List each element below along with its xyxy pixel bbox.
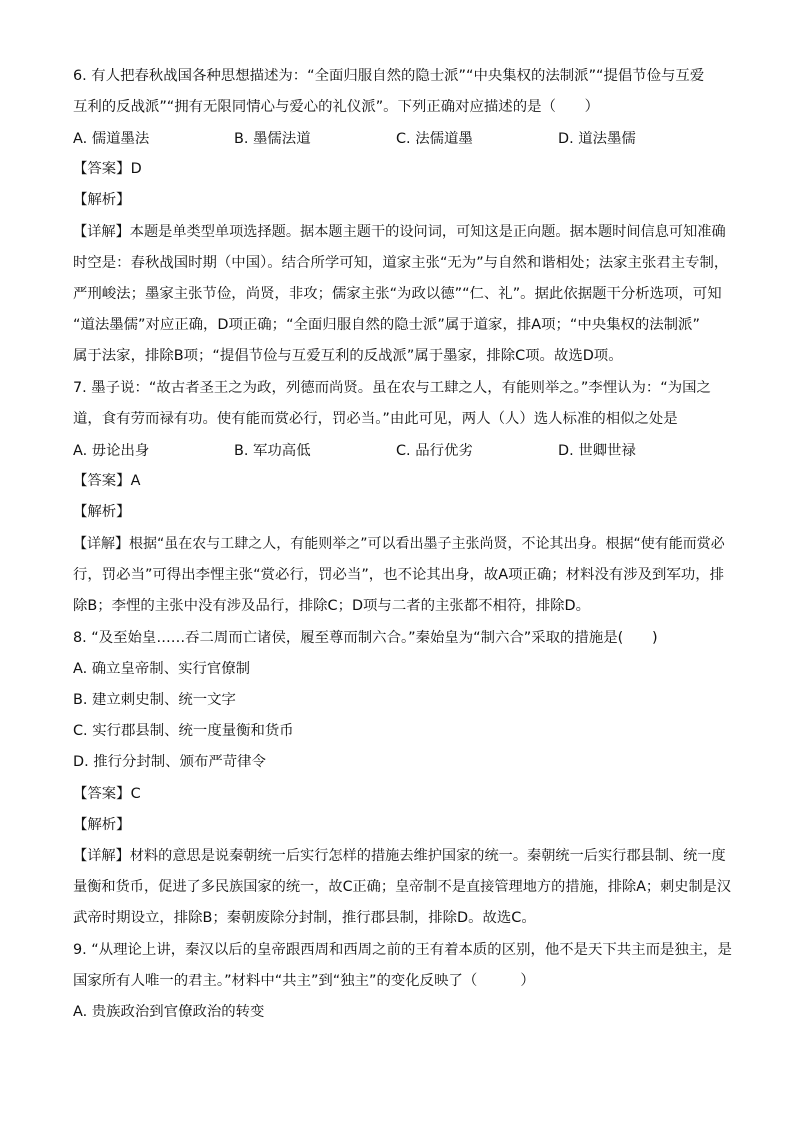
q8-stem-line-1: 8. “及至始皇……吞二周而亡诸侯，履至尊而制六合。”秦始皇为“制六合”采取的措施是( )	[73, 630, 658, 646]
q6-detail-line-4: “道法墨儒”对应正确，D项正确；“全面归服自然的隐士派”属于道家，排A项；“中央集权的法制派”	[73, 317, 700, 333]
q6-stem-line-1: 6. 有人把春秋战国各种思想描述为：“全面归服自然的隐士派”“中央集权的法制派”“提倡节俭与互爱	[73, 68, 705, 84]
q8-detail-line-3: 武帝时期设立，排除B；秦朝废除分封制，推行郡县制，排除D。故选C。	[73, 910, 536, 926]
q7-option-d: D. 世卿世禄	[558, 443, 636, 459]
q8-option-a: A. 确立皇帝制、实行官僚制	[73, 661, 251, 677]
q8-option-c: C. 实行郡县制、统一度量衡和货币	[73, 723, 294, 739]
q7-option-b: B. 军功高低	[234, 443, 311, 459]
q6-answer: 【答案】D	[73, 161, 142, 177]
q7-stem-line-1: 7. 墨子说：“故古者圣王之为政，列德而尚贤。虽在农与工肆之人，有能则举之。”李悝认为：“为国之	[73, 380, 711, 396]
q7-option-c: C. 品行优劣	[396, 443, 473, 459]
q6-option-b: B. 墨儒法道	[234, 131, 311, 147]
q6-detail-line-2: 时空是：春秋战国时期（中国）。结合所学可知，道家主张“无为”与自然和谐相处；法家主张君主专制，	[73, 255, 729, 271]
q6-detail-line-1: 【详解】本题是单类型单项选择题。据本题主题干的设问词，可知这是正向题。据本题时间信息可知准确	[73, 224, 726, 240]
q6-option-c: C. 法儒道墨	[396, 131, 473, 147]
q6-option-a: A. 儒道墨法	[73, 131, 150, 147]
q7-detail-line-1: 【详解】根据“虽在农与工肆之人，有能则举之”可以看出墨子主张尚贤，不论其出身。根据“使有能而赏必	[73, 536, 725, 552]
q7-detail-line-2: 行，罚必当”可得出李悝主张“赏必行，罚必当”，也不论其出身，故A项正确；材料没有涉及到军功，排	[73, 567, 725, 583]
q6-option-d: D. 道法墨儒	[558, 131, 636, 147]
q6-analysis-label: 【解析】	[73, 192, 131, 208]
q7-detail-line-3: 除B；李悝的主张中没有涉及品行，排除C；D项与二者的主张都不相符，排除D。	[73, 598, 590, 614]
q6-detail-line-3: 严刑峻法；墨家主张节俭，尚贤，非攻；儒家主张“为政以德”“仁、礼”。据此依据题干分析选项，可知	[73, 286, 722, 302]
q7-answer: 【答案】A	[73, 473, 141, 489]
q9-option-a: A. 贵族政治到官僚政治的转变	[73, 1004, 265, 1020]
q6-detail-line-5: 属于法家，排除B项；“提倡节俭与互爱互利的反战派”属于墨家，排除C项。故选D项。	[73, 348, 623, 364]
q8-answer: 【答案】C	[73, 786, 141, 802]
q8-detail-line-2: 量衡和货币，促进了多民族国家的统一，故C正确；皇帝制不是直接管理地方的措施，排除A；刺史制是汉	[73, 879, 732, 895]
q6-stem-line-2: 互利的反战派”“拥有无限同情心与爱心的礼仪派”。下列正确对应描述的是（ ）	[73, 99, 600, 115]
q9-stem-line-1: 9. “从理论上讲，秦汉以后的皇帝跟西周和西周之前的王有着本质的区别，他不是天下共主而是独主，是	[73, 942, 732, 958]
q9-stem-line-2: 国家所有人唯一的君主。”材料中“共主”到“独主”的变化反映了（ ）	[73, 973, 535, 989]
q7-analysis-label: 【解析】	[73, 504, 131, 520]
q7-stem-line-2: 道，食有劳而禄有功。使有能而赏必行，罚必当。”由此可见，两人（人）选人标准的相似之处是	[73, 411, 678, 427]
q8-analysis-label: 【解析】	[73, 817, 131, 833]
q7-option-a: A. 毋论出身	[73, 443, 150, 459]
q8-option-b: B. 建立刺史制、统一文字	[73, 692, 236, 708]
q8-detail-line-1: 【详解】材料的意思是说秦朝统一后实行怎样的措施去维护国家的统一。秦朝统一后实行郡县制、统一度	[73, 848, 726, 864]
q8-option-d: D. 推行分封制、颁布严苛律令	[73, 754, 266, 770]
